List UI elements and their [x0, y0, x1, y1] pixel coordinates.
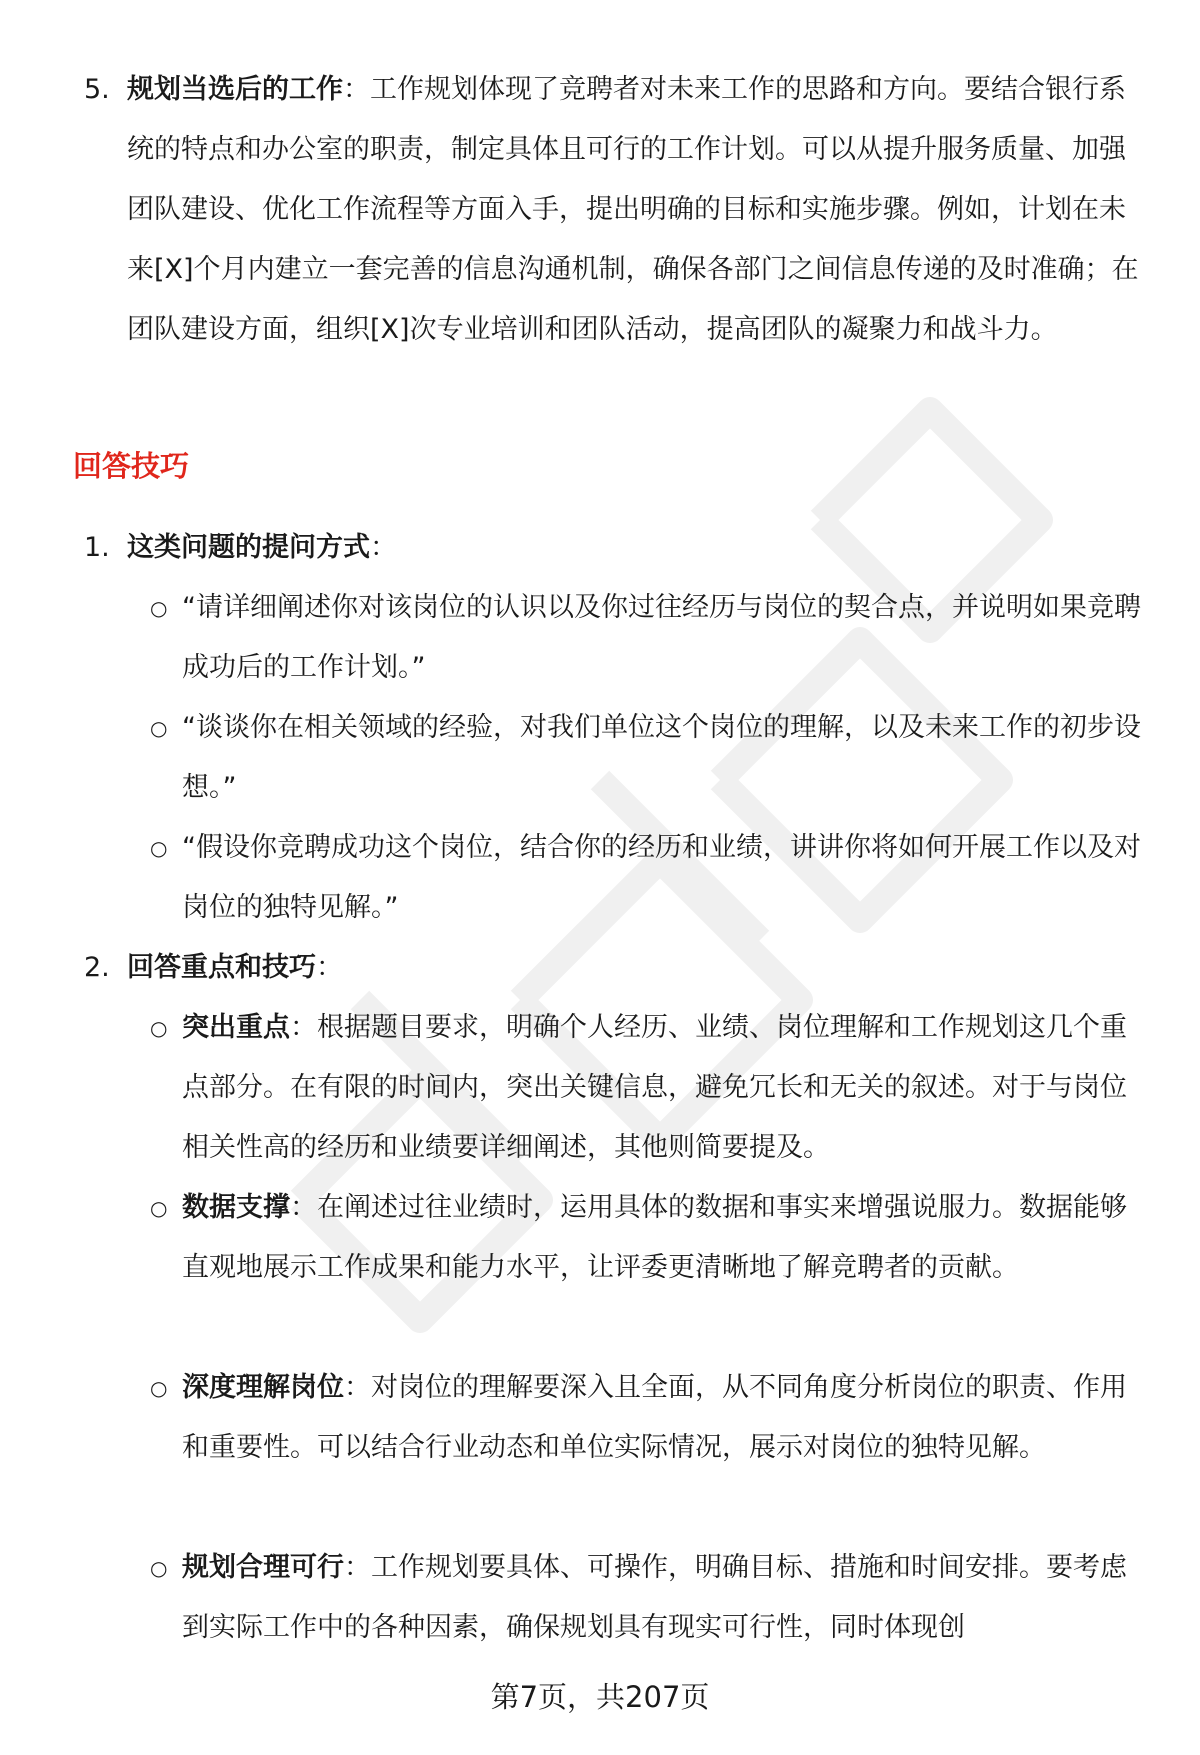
- tip-text: ：根据题目要求，明确个人经历、业绩、岗位理解和工作规划这几个重点部分。在有限的时间内，突出关键信息，避免冗长和无关的叙述。对于与岗位相关性高的经历和业绩要详细阐述，其他则简要提及。: [182, 1012, 1127, 1163]
- list-number: 2.: [84, 952, 110, 983]
- tip-highlight-key-points: [182, 998, 1142, 1178]
- item-1-suffix: ：: [370, 532, 397, 563]
- hollow-circle-icon: ○: [150, 1556, 168, 1580]
- tip-data-support: [182, 1178, 1142, 1298]
- point-5-paragraph: [127, 60, 1152, 360]
- point-5-bold: 规划当选后的工作: [127, 74, 343, 105]
- question-example-1: “请详细阐述你对该岗位的认识以及你过往经历与岗位的契合点，并说明如果竞聘成功后的工作计划。”: [182, 592, 1141, 683]
- hollow-circle-icon: ○: [150, 1376, 168, 1400]
- hollow-circle-icon: ○: [150, 836, 168, 860]
- item-1-heading: [127, 518, 1152, 578]
- hollow-circle-icon: ○: [150, 1016, 168, 1040]
- item-1-bold: 这类问题的提问方式: [127, 532, 370, 563]
- item-2-suffix: ：: [316, 952, 343, 983]
- tip-text: ：在阐述过往业绩时，运用具体的数据和事实来增强说服力。数据能够直观地展示工作成果和能力水平，让评委更清晰地了解竞聘者的贡献。: [182, 1192, 1127, 1283]
- tip-understand-position: [182, 1358, 1142, 1478]
- question-example-2: “谈谈你在相关领域的经验，对我们单位这个岗位的理解，以及未来工作的初步设想。”: [182, 712, 1141, 803]
- tip-text: ：对岗位的理解要深入且全面，从不同角度分析岗位的职责、作用和重要性。可以结合行业动态和单位实际情况，展示对岗位的独特见解。: [182, 1372, 1127, 1463]
- tip-feasible-plan: [182, 1538, 1142, 1658]
- item-2-bold: 回答重点和技巧: [127, 952, 316, 983]
- list-number: 1.: [84, 532, 110, 563]
- point-5-text: ：工作规划体现了竞聘者对未来工作的思路和方向。要结合银行系统的特点和办公室的职责，制定具体且可行的工作计划。可以从提升服务质量、加强团队建设、优化工作流程等方面入手，提出明确的目标和实施步骤。例如，计划在未来[X]个月内建立一套完善的信息沟通机制，确保各部门之间信息传递的及时准确；在团队建设方面，组织[X]次专业培训和团队活动，提高团队的凝聚力和战斗力。: [127, 74, 1139, 345]
- item-2-heading: [127, 938, 1152, 998]
- section-title: 回答技巧: [73, 449, 190, 483]
- hollow-circle-icon: ○: [150, 1196, 168, 1220]
- tip-bold: 规划合理可行: [182, 1552, 344, 1583]
- tip-bold: 数据支撑: [182, 1192, 290, 1223]
- list-number: 5.: [84, 74, 110, 105]
- page-footer: 第7页，共207页: [490, 1680, 710, 1714]
- tip-bold: 突出重点: [182, 1012, 290, 1043]
- hollow-circle-icon: ○: [150, 596, 168, 620]
- tip-bold: 深度理解岗位: [182, 1372, 344, 1403]
- tip-text: ：工作规划要具体、可操作，明确目标、措施和时间安排。要考虑到实际工作中的各种因素，确保规划具有现实可行性，同时体现创: [182, 1552, 1127, 1643]
- question-example-3: “假设你竞聘成功这个岗位，结合你的经历和业绩，讲讲你将如何开展工作以及对岗位的独特见解。”: [182, 832, 1141, 923]
- hollow-circle-icon: ○: [150, 716, 168, 740]
